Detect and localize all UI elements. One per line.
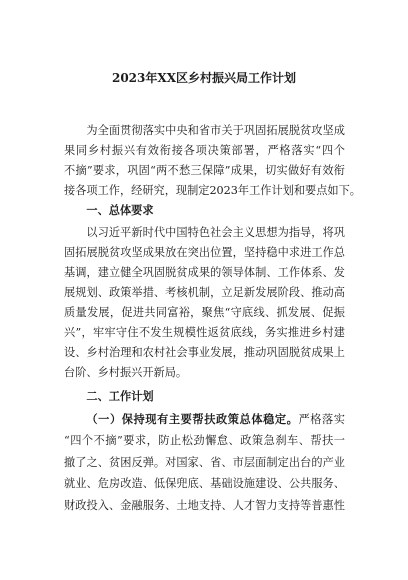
text-line: 以习近平新时代中国特色社会主义思想为指导，将巩 (86, 226, 345, 239)
text-line: 兴”，牢牢守住不发生规模性返贫底线，务实推进乡村建 (64, 326, 345, 339)
text-line: 果同乡村振兴有效衔接各项决策部署，严格落实“四个 (64, 144, 345, 157)
work-plan-item-1-paragraph (64, 409, 345, 516)
item-lead-rest-text: 严格落实 (298, 413, 345, 426)
intro-paragraph (64, 121, 361, 201)
text-line: 为全面贯彻落实中央和省市关于巩固拓展脱贫攻坚成 (86, 124, 345, 137)
text-line (64, 409, 345, 430)
text-line: 台阶、乡村振兴开新局。 (64, 366, 188, 379)
text-line: 基调，建立健全巩固脱贫成果的领导体制、工作体系、发 (64, 266, 345, 279)
document-title: 2023年XX区乡村振兴局工作计划 (111, 71, 297, 85)
text-line: 设、乡村治理和农村社会事业发展，推动巩固脱贫成果上 (64, 346, 345, 359)
text-line: 不摘”要求，巩固“两不愁三保障”成果，切实做好有效衔 (64, 164, 345, 177)
item-lead-text: （一）保持现有主要帮扶政策总体稳定。 (86, 412, 299, 426)
text-line: 撤了之、贫困反弹。对国家、省、市层面制定出台的产业 (64, 455, 345, 469)
section-heading-overall-requirements: 一、总体要求 (86, 203, 154, 217)
section-heading-work-plan: 二、工作计划 (86, 389, 154, 403)
overall-requirements-paragraph (64, 223, 345, 383)
text-line: 就业、危房改造、低保兜底、基础设施建设、公共服务、 (64, 477, 345, 491)
text-line: 接各项工作，经研究，现制定2023年工作计划和要点如下。 (64, 184, 361, 197)
text-line: 固拓展脱贫攻坚成果放在突出位置，坚持稳中求进工作总 (64, 246, 345, 259)
text-line: 展规划、政策举措、考核机制，立足新发展阶段、推动高 (64, 286, 345, 299)
text-line: “四个不摘”要求，防止松劲懈怠、政策急刹车、帮扶一 (64, 434, 345, 448)
text-line: 财政投入、金融服务、土地支持、人才智力支持等普惠性 (64, 498, 345, 512)
text-line: 质量发展，促进共同富裕，聚焦“守底线、抓发展、促振 (64, 306, 345, 319)
